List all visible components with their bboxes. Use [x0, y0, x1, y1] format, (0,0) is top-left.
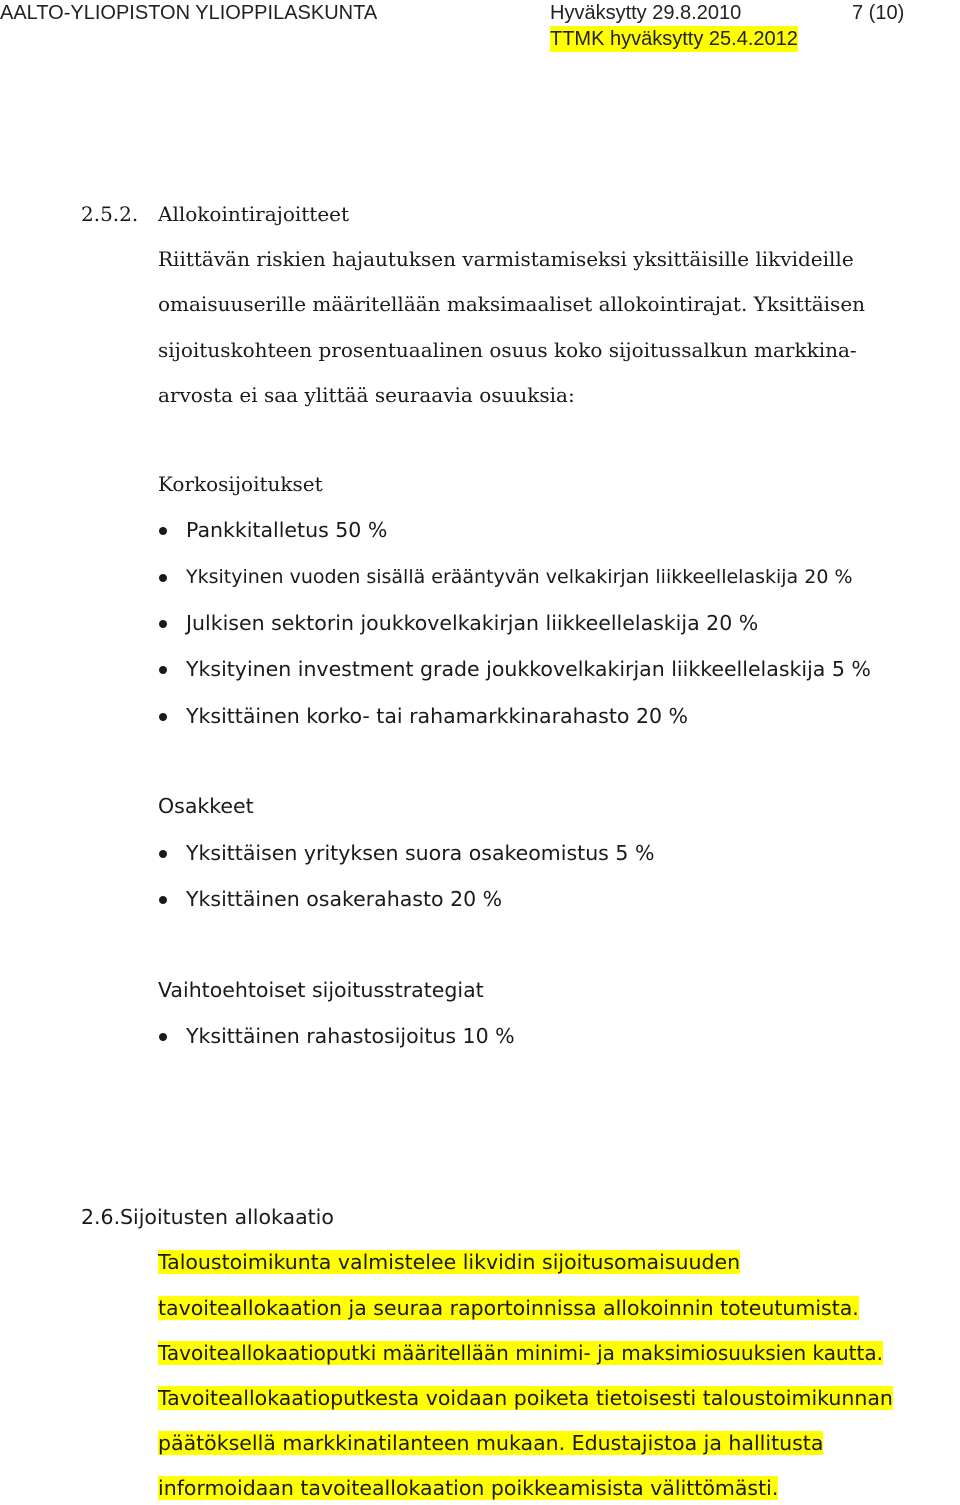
bullet-icon [159, 666, 167, 674]
paragraph-line: Riittävän riskien hajautuksen varmistamiseksi yksittäisille likvideille [158, 247, 854, 271]
group-heading: Korkosijoitukset [158, 472, 323, 496]
paragraph-line: omaisuuserille määritellään maksimaaliset allokointirajat. Yksittäisen [158, 292, 866, 316]
list-item: Yksittäisen yrityksen suora osakeomistus 5 % [186, 841, 655, 865]
highlighted-line: Tavoiteallokaatioputkesta voidaan poiketa tietoisesti taloustoimikunnan [158, 1386, 893, 1410]
section-number: 2.6. [81, 1205, 121, 1229]
list-item: Yksityinen investment grade joukkovelkakirjan liikkeellelaskija 5 % [186, 657, 871, 681]
bullet-icon [159, 574, 167, 582]
highlighted-line: informoidaan tavoiteallokaation poikkeamisista välittömästi. [158, 1476, 779, 1500]
group-heading: Vaihtoehtoiset sijoitusstrategiat [158, 978, 484, 1002]
group-heading: Osakkeet [158, 794, 254, 818]
list-item: Yksityinen vuoden sisällä erääntyvän velkakirjan liikkeellelaskija 20 % [186, 566, 853, 588]
highlighted-line: päätöksellä markkinatilanteen mukaan. Edustajistoa ja hallitusta [158, 1431, 824, 1455]
paragraph-line: sijoituskohteen prosentuaalinen osuus koko sijoitussalkun markkina- [158, 338, 857, 362]
highlighted-line: Taloustoimikunta valmistelee likvidin sijoitusomaisuuden [158, 1250, 741, 1274]
approval-date-1: Hyväksytty 29.8.2010 [550, 2, 742, 24]
bullet-icon [159, 713, 167, 721]
list-item: Yksittäinen korko- tai rahamarkkinarahasto 20 % [186, 704, 689, 728]
approval-date-2: TTMK hyväksytty 25.4.2012 [550, 28, 798, 50]
highlighted-line: Tavoiteallokaatioputki määritellään minimi- ja maksimiosuuksien kautta. [158, 1341, 883, 1365]
bullet-icon [159, 850, 167, 858]
bullet-icon [159, 896, 167, 904]
list-item: Yksittäinen rahastosijoitus 10 % [186, 1024, 515, 1048]
bullet-icon [159, 527, 167, 535]
list-item: Julkisen sektorin joukkovelkakirjan liikkeellelaskija 20 % [186, 611, 759, 635]
paragraph-line: arvosta ei saa ylittää seuraavia osuuksia: [158, 383, 575, 407]
section-title: Allokointirajoitteet [158, 202, 350, 226]
section-number: 2.5.2. [81, 202, 139, 226]
bullet-icon [159, 620, 167, 628]
organization-name: AALTO-YLIOPISTON YLIOPPILASKUNTA [0, 2, 378, 24]
list-item: Yksittäinen osakerahasto 20 % [186, 887, 503, 911]
page-number: 7 (10) [852, 2, 905, 24]
list-item: Pankkitalletus 50 % [186, 518, 388, 542]
bullet-icon [159, 1033, 167, 1041]
section-title: Sijoitusten allokaatio [120, 1205, 334, 1229]
highlighted-line: tavoiteallokaation ja seuraa raportoinnissa allokoinnin toteutumista. [158, 1296, 859, 1320]
